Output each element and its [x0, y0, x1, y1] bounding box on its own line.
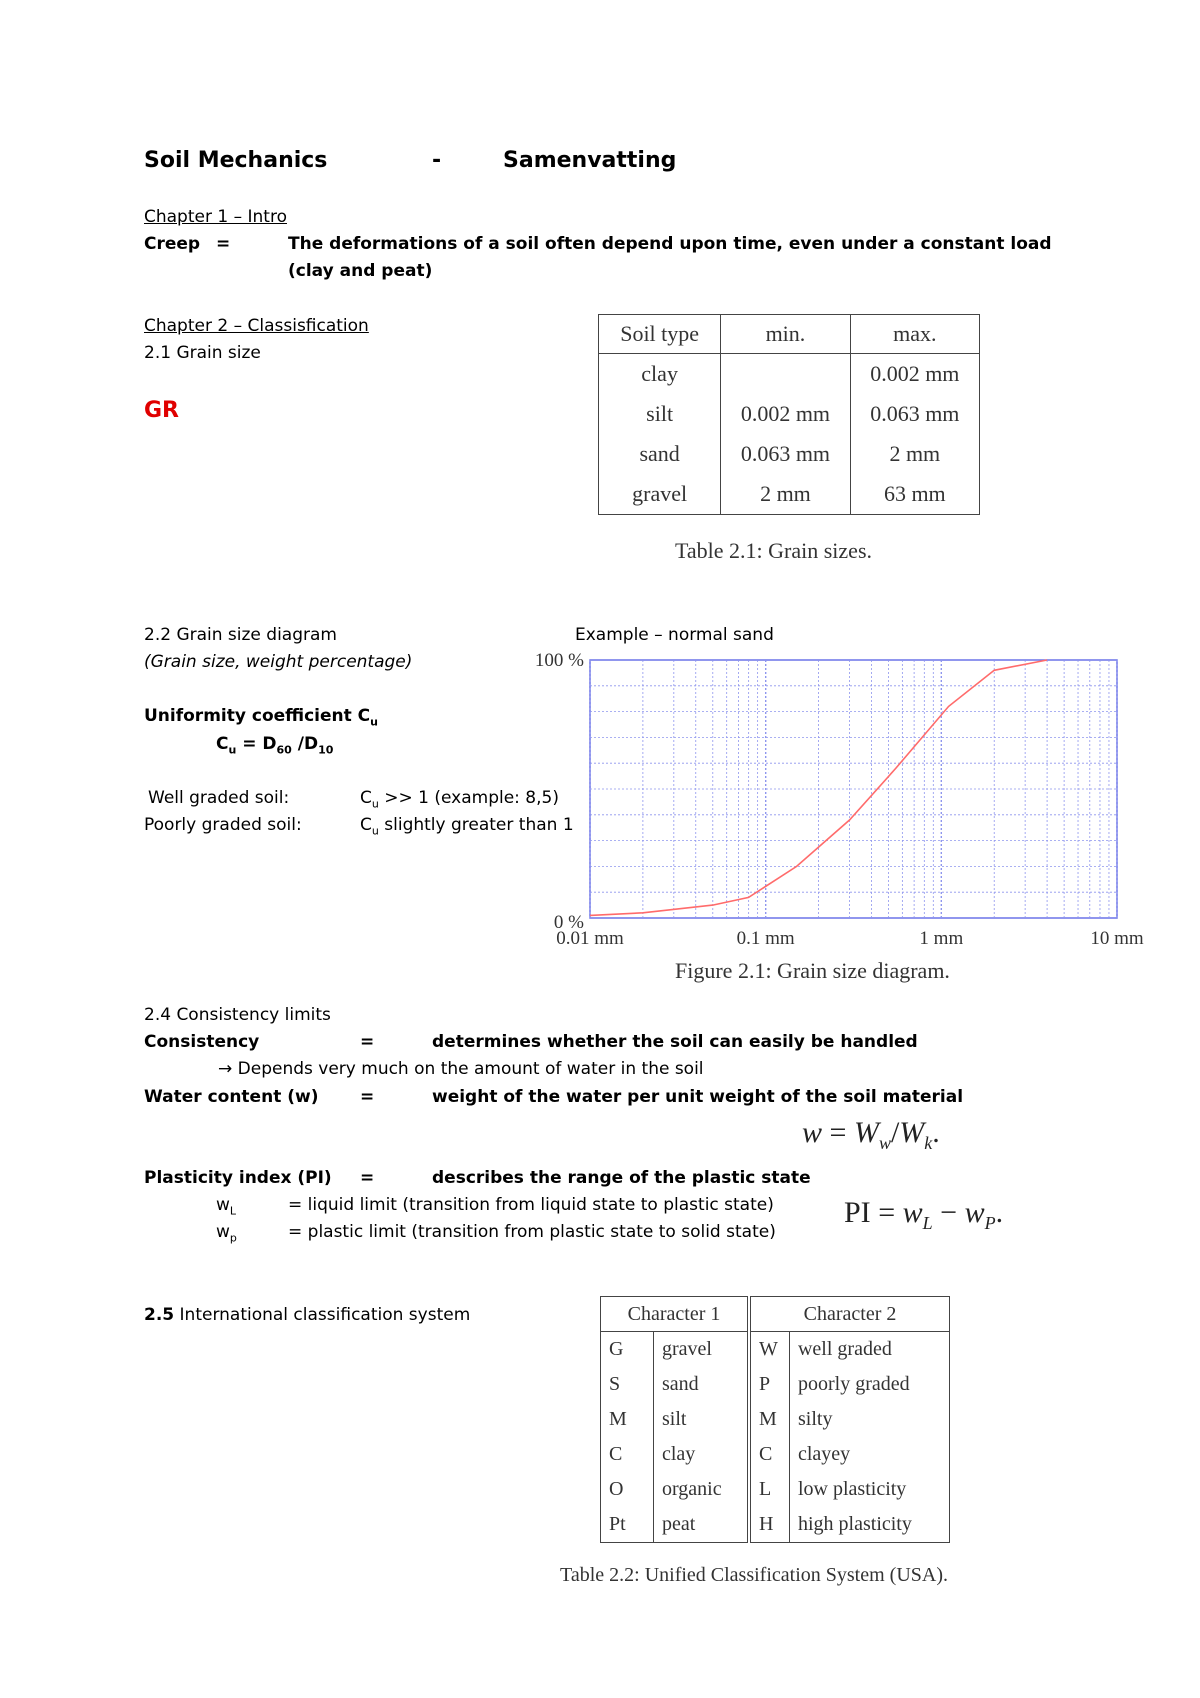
table-cell: 0.063 mm	[721, 434, 850, 474]
creep-term: Creep	[144, 234, 201, 254]
table-cell: M	[609, 1408, 627, 1430]
gr-label: GR	[144, 398, 179, 423]
table-cell: Pt	[609, 1513, 626, 1535]
creep-def-line2: (clay and peat)	[288, 261, 433, 281]
table-2-1-caption: Table 2.1: Grain sizes.	[675, 538, 873, 563]
table-cell: sand	[599, 434, 721, 474]
table-header-cell: Character 1	[601, 1297, 749, 1332]
table-2-2-caption: Table 2.2: Unified Classification System (USA).	[560, 1564, 948, 1586]
plasticity-index-eq: =	[360, 1168, 375, 1188]
uniformity-formula: $C_u = D_{60}$ $/D_{10}$	[216, 734, 334, 757]
water-content-term: Water content (w)	[144, 1087, 319, 1107]
plastic-limit-def: = plastic limit (transition from plastic state to solid state)	[288, 1222, 776, 1242]
chart-x-tick-label: 0.1 mm	[736, 928, 795, 949]
well-graded-label: Well graded soil:	[148, 788, 290, 808]
table-cell: 2 mm	[721, 474, 850, 515]
figure-2-1-caption: Figure 2.1: Grain size diagram.	[675, 958, 950, 983]
chart-x-tick-label: 0.01 mm	[556, 928, 624, 949]
chart-x-tick-label: 10 mm	[1090, 928, 1144, 949]
table-cell: peat	[654, 1507, 749, 1543]
creep-def-line1: The deformations of a soil often depend upon time, even under a constant load	[288, 234, 1052, 254]
table-cell: G	[609, 1338, 624, 1360]
title-left: Soil Mechanics	[144, 148, 328, 173]
table-cell: sand	[654, 1367, 749, 1402]
poorly-graded-label: Poorly graded soil:	[144, 815, 302, 835]
liquid-limit-def: = liquid limit (transition from liquid state to plastic state)	[288, 1195, 774, 1215]
table-cell: 2 mm	[850, 434, 979, 474]
chart-grid	[590, 660, 1117, 918]
table-row	[599, 474, 980, 515]
uniformity-heading: Uniformity coefficient $C_u$	[144, 706, 379, 729]
table-cell: high plasticity	[789, 1507, 949, 1543]
table-cell: C	[749, 1437, 790, 1472]
consistency-term: Consistency	[144, 1032, 260, 1052]
grain-size-chart	[520, 640, 1180, 950]
table-cell: H	[749, 1507, 790, 1543]
table-row	[601, 1332, 950, 1368]
table-header-cell: Character 2	[749, 1297, 950, 1332]
table-cell: silt	[599, 394, 721, 434]
section-2-2-subtitle: (Grain size, weight percentage)	[144, 652, 413, 672]
table-cell: organic	[654, 1472, 749, 1507]
section-2-5-heading: 2.5 International classification system	[144, 1305, 471, 1325]
table-cell: 0.002 mm	[721, 394, 850, 434]
table-cell: silty	[789, 1402, 949, 1437]
plasticity-index-term: Plasticity index (PI)	[144, 1168, 332, 1188]
section-2-4-heading: 2.4 Consistency limits	[144, 1005, 331, 1025]
table-cell: gravel	[654, 1332, 749, 1368]
table-cell: P	[749, 1367, 790, 1402]
classification-table	[600, 1296, 950, 1543]
table-cell: W	[749, 1332, 790, 1368]
table-cell: low plasticity	[789, 1472, 949, 1507]
consistency-note: → Depends very much on the amount of water in the soil	[218, 1059, 704, 1079]
creep-eq: =	[216, 234, 231, 254]
page-title	[144, 148, 327, 173]
section-2-2-heading: 2.2 Grain size diagram	[144, 625, 337, 645]
table-cell: clay	[654, 1437, 749, 1472]
table-cell: 0.002 mm	[850, 354, 979, 395]
table-cell: S	[609, 1373, 621, 1395]
liquid-limit-symbol: $w_L$	[216, 1195, 237, 1218]
plasticity-index-def: describes the range of the plastic state	[432, 1168, 811, 1188]
consistency-def: determines whether the soil can easily be handled	[432, 1032, 918, 1052]
grain-size-table	[598, 314, 980, 515]
title-dash: -	[432, 148, 442, 173]
chart-y-tick-label: 100 %	[534, 650, 584, 671]
water-content-def: weight of the water per unit weight of the soil material	[432, 1087, 964, 1107]
title-right: Samenvatting	[503, 148, 677, 173]
table-row	[601, 1367, 950, 1402]
poorly-graded-value: $C_u$ slightly greater than 1	[360, 815, 574, 838]
table-header-row	[599, 315, 980, 354]
table-cell: clayey	[789, 1437, 949, 1472]
table-row	[601, 1402, 950, 1437]
chart-plot-area	[590, 660, 1117, 918]
water-content-formula: $w = W_w/W_k$.	[802, 1116, 940, 1153]
table-cell: gravel	[599, 474, 721, 515]
table-cell: clay	[599, 354, 721, 395]
table-row	[599, 434, 980, 474]
table-cell: poorly graded	[789, 1367, 949, 1402]
table-cell: well graded	[789, 1332, 949, 1368]
chapter1-heading: Chapter 1 – Intro	[144, 207, 287, 227]
section-2-1-heading: 2.1 Grain size	[144, 343, 261, 363]
table-row	[599, 394, 980, 434]
chapter2-heading: Chapter 2 – Classisfication	[144, 316, 369, 336]
table-header-cell: max.	[850, 315, 979, 354]
table-cell: L	[749, 1472, 790, 1507]
table-cell: 63 mm	[850, 474, 979, 515]
chart-y-tick-label: 0 %	[553, 912, 584, 933]
table-cell: 0.063 mm	[850, 394, 979, 434]
table-cell: O	[609, 1478, 624, 1500]
example-label: Example – normal sand	[575, 625, 774, 645]
table-header-cell: min.	[721, 315, 850, 354]
table-cell: M	[749, 1402, 790, 1437]
water-content-eq: =	[360, 1087, 375, 1107]
arrow-right-icon: →	[218, 1059, 233, 1079]
table-header-cell: Soil type	[599, 315, 721, 354]
table-cell: silt	[654, 1402, 749, 1437]
table-cell	[721, 354, 850, 395]
consistency-eq: =	[360, 1032, 375, 1052]
table-header-row	[601, 1297, 950, 1332]
table-row	[601, 1472, 950, 1507]
table-row	[601, 1437, 950, 1472]
table-row	[599, 354, 980, 395]
table-row	[601, 1507, 950, 1543]
plasticity-index-formula: PI = $w_L - w_P$.	[844, 1196, 1004, 1233]
well-graded-value: $C_u >> 1$ (example: 8,5)	[360, 788, 559, 811]
chart-x-tick-label: 1 mm	[919, 928, 964, 949]
table-cell: C	[609, 1443, 623, 1465]
plastic-limit-symbol: $w_p$	[216, 1222, 237, 1245]
